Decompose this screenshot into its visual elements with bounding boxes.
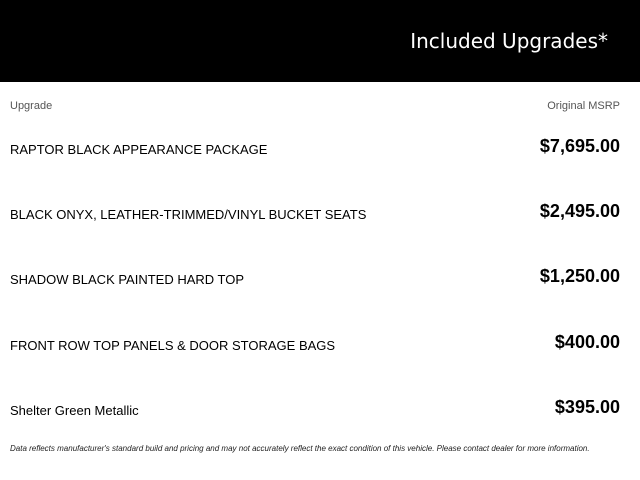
column-header-msrp: Original MSRP: [547, 100, 620, 112]
list-item: [10, 395, 620, 425]
upgrade-name: FRONT ROW TOP PANELS & DOOR STORAGE BAGS: [10, 338, 336, 353]
list-item: [10, 134, 620, 164]
upgrade-price: $395.00: [554, 397, 620, 417]
upgrade-price: $400.00: [554, 332, 620, 352]
disclaimer-text: Data reflects manufacturer's standard build and pricing and may not accurately reflect the exact condition of this vehicle. Please contact dealer for more information.: [10, 444, 590, 453]
upgrade-name: Shelter Green Metallic: [10, 403, 139, 418]
list-item: [10, 199, 620, 229]
upgrade-price: $2,495.00: [539, 201, 620, 221]
page-title: Included Upgrades*: [410, 29, 608, 53]
upgrade-name: BLACK ONYX, LEATHER-TRIMMED/VINYL BUCKET SEATS: [10, 207, 367, 222]
upgrade-name: SHADOW BLACK PAINTED HARD TOP: [10, 272, 245, 287]
upgrade-name: RAPTOR BLACK APPEARANCE PACKAGE: [10, 142, 268, 157]
column-headers: [10, 100, 620, 114]
column-header-upgrade: Upgrade: [10, 100, 53, 112]
upgrade-price: $7,695.00: [539, 136, 620, 156]
upgrade-price: $1,250.00: [539, 266, 620, 286]
list-item: [10, 264, 620, 294]
upgrades-header: [0, 0, 640, 82]
list-item: [10, 330, 620, 360]
